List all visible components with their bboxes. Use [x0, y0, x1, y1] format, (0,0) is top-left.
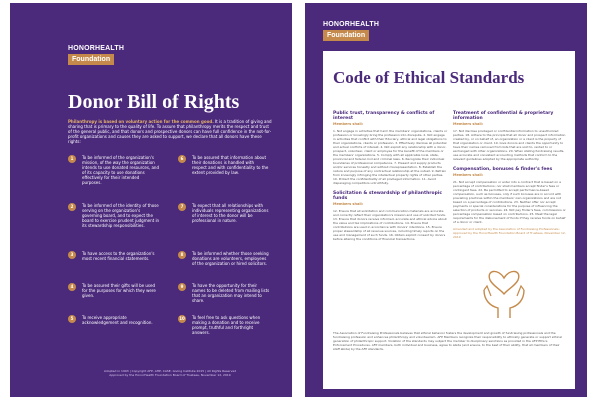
- column-left: [333, 111, 448, 241]
- right-item: [68, 155, 160, 185]
- right-text: To receive appropriate acknowledgement and recognition.: [82, 315, 153, 325]
- right-text: To expect that all relationships with individuals representing organizations of interest to the donor will be professional in nature.: [192, 203, 269, 223]
- right-item: [178, 155, 270, 175]
- section-text: 21. Not accept compensation or enter into a contract that is based on a percentage of contributions; nor shall members accept finder's fees or contingent fees. 22. Be permitted to accept performance-based compensation, such as bonuses, only if such bonuses are in accord with prevailing practices within the members' own organizations and are not based on a percentage of contributions. 23. Neither offer nor accept payments or special considerations for the purpose of influencing the selection of products or services. 24. Not pay finder's fees, commissions or percentage compensation based on contributions. 25. Meet the legal requirements for the disbursement of funds if they receive funds on behalf of a donor or client.: [453, 180, 566, 224]
- right-number: 6: [178, 155, 186, 163]
- intro-text: It is a tradition of giving and sharing that is primary to the quality of life. To assure that philanthropy merits the respect and trust of the general public, and that donors and prospective donors can have full confidence in the not-for-profit organizations and causes they are asked to support, we declare that all donors have these rights:: [68, 119, 272, 144]
- section-confidential: [453, 111, 568, 161]
- closing-paragraph: The Association of Fundraising Professionals believes that ethical behavior fosters the development and growth of fundraising professionals and the fundraising profession and enhances philanthropy and volunteerism. AFP Members recognize their responsibility to ethically generate or support ethical generation of philanthropic support. Violation of the standards may subject the member to disciplinary sanctions as provided in the AFP Ethics Enforcement Procedures. AFP members, both individual and business, agree to abide (and ensure, to the best of their ability, that all members of their staff abide) by the AFP standards.: [333, 331, 562, 351]
- section-title: Compensation, bonuses & finder's fees: [453, 167, 553, 172]
- section-subtitle: Members shall:: [453, 173, 484, 177]
- section-title: Treatment of confidential & proprietary information: [453, 111, 554, 121]
- intro-highlight: Philanthropy is based on voluntary action for the common good.: [68, 119, 214, 124]
- section-subtitle: Members shall:: [453, 122, 484, 126]
- right-number: 4: [68, 283, 76, 291]
- donor-bill-of-rights-page: [10, 3, 292, 397]
- approval-line: Approved by the HonorHealth Foundation Board of Trustees, November 12, 2019: [109, 373, 231, 377]
- section-title: Public trust, transparency & conflicts of interest: [333, 111, 435, 121]
- intro-paragraph: [68, 119, 272, 144]
- section-text: 1. Not engage in activities that harm the members' organizations, clients or profession or knowingly bring the profession into disrepute. 2. Not engage in activities that conflict with their fiduciary, ethical and legal obligations to their organizations, clients or profession. 3. Effectively disclose all potential and actual conflicts of interest. 4. Not exploit any relationship with a donor, prospect, volunteer, client or employee for the benefit of the members or the members' organizations. 5. Comply with all applicable local, state, provincial and federal civil and criminal laws. 6. Recognize their individual boundaries of professional competence. 7. Present and supply products and/or services honestly and without misrepresentation. 8. Establish the nature and purpose of any contractual relationship at the outset. 9. Refrain from knowingly infringing the intellectual property rights of other parties. 10. Protect the confidentiality of all privileged information. 11. Avoid disparaging competitors untruthfully.: [333, 129, 448, 185]
- section-text: 17. Not disclose privileged or confidential information to unauthorized parties. 18. Adhere to the principle that all donor and prospect information created by, or on behalf of, an organization or a client is the property of that organization or client. 19. Give donors and clients the opportunity to have their names removed from lists that are sold to, rented to or exchanged with other organizations. 20. When stating fundraising results, use accurate and consistent accounting methods that conform to the relevant guidelines adopted by the appropriate authority.: [453, 129, 566, 161]
- foundation-badge: Foundation: [323, 30, 369, 41]
- section-subtitle: Members shall:: [333, 122, 364, 126]
- right-text: To feel free to ask questions when making a donation and to receive prompt, truthful and forthright answers.: [192, 315, 261, 335]
- foundation-badge: Foundation: [68, 54, 114, 65]
- section-compensation: [453, 167, 568, 224]
- right-number: 7: [178, 203, 186, 211]
- adoption-note: Amended and adopted by the Association of Fundraising Professionals; Approved by the HonorHealth Foundation Board of Trustees, November 12, 2019: [453, 227, 566, 239]
- right-item: [178, 251, 270, 266]
- honorhealth-logo: HONORHEALTH: [68, 45, 125, 52]
- code-of-ethics-page: [305, 3, 587, 397]
- content-panel: [323, 51, 575, 389]
- right-item: [68, 203, 160, 228]
- section-public-trust: [333, 111, 448, 185]
- right-item: [178, 315, 270, 335]
- right-number: 2: [68, 203, 76, 211]
- right-text: To have the opportunity for their names to be deleted from mailing lists that an organization may intend to share.: [192, 283, 270, 303]
- honorhealth-logo: HONORHEALTH: [323, 21, 380, 28]
- right-number: 9: [178, 283, 186, 291]
- right-item: [178, 283, 270, 303]
- section-title: Solicitation & stewardship of philanthropic funds: [333, 191, 443, 201]
- right-text: To be informed of the organization's mission, of the way the organization intends to use donated resources, and of its capacity to use donations effectively for their intended purposes.: [82, 155, 160, 185]
- right-number: 8: [178, 251, 186, 259]
- section-text: 12. Ensure that all solicitation and communication materials are accurate and correctly reflect their organization's mission and use of solicited funds. 13. Ensure that donors receive informed, accurate and ethical advice about the value and tax implications of contributions. 14. Ensure that contributions are used in accordance with donors' intentions. 15. Ensure proper stewardship of all revenue sources, including timely reports on the use and management of such funds. 16. Obtain explicit consent by donors before altering the conditions of financial transactions.: [333, 209, 447, 241]
- right-number: 10: [179, 316, 185, 321]
- right-text: To be assured their gifts will be used for the purposes for which they were given.: [82, 283, 156, 298]
- column-right: [453, 111, 568, 239]
- right-number: 1: [68, 155, 76, 163]
- right-item: [178, 203, 270, 223]
- page-footer: [85, 369, 255, 377]
- rights-list: [68, 155, 272, 343]
- right-item: [68, 251, 160, 261]
- right-text: To be informed whether those seeking donations are volunteers, employees of the organization or hired solicitors.: [192, 251, 269, 266]
- right-number: 3: [68, 251, 76, 259]
- section-subtitle: Members shall:: [333, 202, 364, 206]
- page-title: Code of Ethical Standards: [333, 68, 525, 87]
- right-text: To be assured that information about their donations is handled with respect and with confidentiality to the extent provided by law.: [192, 155, 269, 175]
- section-solicitation: [333, 191, 448, 241]
- right-text: To be informed of the identity of those serving on the organization's governing board, and to expect the board to exercise prudent judgment in its stewardship responsibilities.: [82, 203, 160, 228]
- right-text: To have access to the organization's most recent financial statements.: [82, 251, 155, 261]
- right-item: [68, 283, 160, 298]
- right-number: 5: [68, 315, 76, 323]
- heart-hands-icon: [478, 256, 530, 321]
- page-title: Donor Bill of Rights: [68, 91, 240, 113]
- right-item: [68, 315, 160, 325]
- copyright-line: Adopted in 1993 | Copyright AFP, AHP, CASE, Giving Institute 2015 | All Rights Reserved: [103, 369, 237, 373]
